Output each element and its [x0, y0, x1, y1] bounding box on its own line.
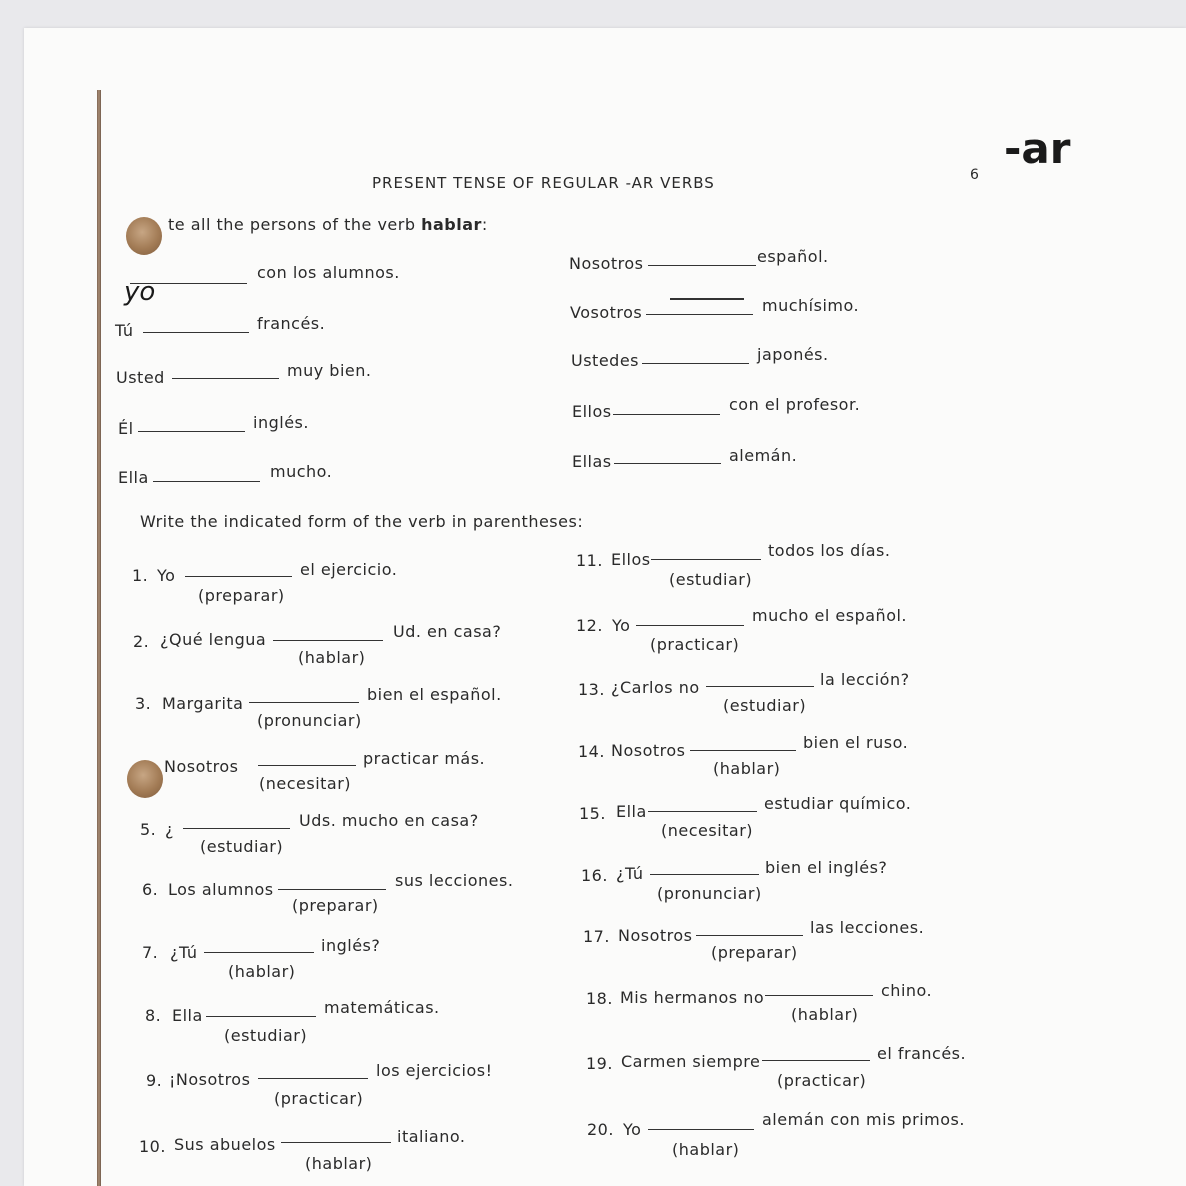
item-17-start: Nosotros — [618, 926, 693, 945]
item-16-start: ¿Tú — [616, 864, 644, 883]
subject-right-5: Ellas — [572, 452, 612, 471]
item-3-verb-hint: (pronunciar) — [257, 711, 362, 730]
subject-right-2: Vosotros — [570, 303, 643, 322]
phrase-right-5: alemán. — [729, 446, 798, 465]
item-1-verb-hint: (preparar) — [198, 586, 285, 605]
item-13-verb-hint: (estudiar) — [723, 696, 807, 715]
item-9-start: ¡Nosotros — [169, 1070, 251, 1089]
item-1-start: Yo — [157, 566, 176, 585]
item-8-end: matemáticas. — [324, 998, 440, 1017]
blank-right-3[interactable] — [642, 363, 749, 364]
item-2-answer-blank[interactable] — [273, 640, 383, 641]
handwritten-ar-note: -ar — [1004, 124, 1071, 173]
item-20-number: 20. — [587, 1120, 614, 1139]
punch-hole-bottom — [127, 760, 163, 798]
item-19-answer-blank[interactable] — [762, 1060, 870, 1061]
item-19-number: 19. — [586, 1054, 613, 1073]
item-4-end: practicar más. — [363, 749, 486, 768]
phrase-left-4: inglés. — [253, 413, 309, 432]
item-7-end: inglés? — [321, 936, 381, 955]
item-2-end: Ud. en casa? — [393, 622, 502, 641]
item-5-number: 5. — [140, 820, 157, 839]
item-8-answer-blank[interactable] — [206, 1016, 316, 1017]
handwritten-dash — [670, 298, 744, 300]
item-19-end: el francés. — [877, 1044, 967, 1063]
item-19-verb-hint: (practicar) — [777, 1071, 867, 1090]
item-3-number: 3. — [135, 694, 152, 713]
item-6-number: 6. — [142, 880, 159, 899]
blank-left-4[interactable] — [138, 431, 245, 432]
item-16-verb-hint: (pronunciar) — [657, 884, 762, 903]
item-15-end: estudiar químico. — [764, 794, 912, 813]
section2-instruction: Write the indicated form of the verb in parentheses: — [140, 512, 584, 531]
item-5-start: ¿ — [165, 820, 174, 839]
item-6-start: Los alumnos — [168, 880, 274, 899]
subject-left-3: Usted — [116, 368, 165, 387]
item-14-number: 14. — [578, 742, 605, 761]
phrase-left-3: muy bien. — [287, 361, 372, 380]
item-18-end: chino. — [881, 981, 933, 1000]
item-9-answer-blank[interactable] — [258, 1078, 368, 1079]
item-20-start: Yo — [623, 1120, 642, 1139]
item-14-start: Nosotros — [611, 741, 686, 760]
item-8-verb-hint: (estudiar) — [224, 1026, 308, 1045]
item-13-start: ¿Carlos no — [611, 678, 700, 697]
page-title: PRESENT TENSE OF REGULAR -AR VERBS — [372, 174, 715, 192]
item-1-answer-blank[interactable] — [185, 576, 292, 577]
item-7-number: 7. — [142, 943, 159, 962]
item-10-start: Sus abuelos — [174, 1135, 276, 1154]
item-5-answer-blank[interactable] — [183, 828, 290, 829]
item-14-answer-blank[interactable] — [690, 750, 796, 751]
item-2-number: 2. — [133, 632, 150, 651]
item-5-end: Uds. mucho en casa? — [299, 811, 479, 830]
item-12-number: 12. — [576, 616, 603, 635]
subject-right-3: Ustedes — [571, 351, 639, 370]
item-9-number: 9. — [146, 1071, 163, 1090]
item-1-end: el ejercicio. — [300, 560, 398, 579]
item-12-answer-blank[interactable] — [636, 625, 744, 626]
item-15-answer-blank[interactable] — [648, 811, 757, 812]
blank-left-5[interactable] — [153, 481, 260, 482]
item-12-verb-hint: (practicar) — [650, 635, 740, 654]
item-7-answer-blank[interactable] — [204, 952, 314, 953]
item-11-number: 11. — [576, 551, 603, 570]
item-4-answer-blank[interactable] — [258, 765, 356, 766]
item-6-end: sus lecciones. — [395, 871, 514, 890]
item-16-end: bien el inglés? — [765, 858, 888, 877]
item-11-answer-blank[interactable] — [651, 559, 761, 560]
item-3-answer-blank[interactable] — [249, 702, 359, 703]
item-11-start: Ellos — [611, 550, 651, 569]
item-5-verb-hint: (estudiar) — [200, 837, 284, 856]
item-17-end: las lecciones. — [810, 918, 925, 937]
item-15-number: 15. — [579, 804, 606, 823]
item-2-start: ¿Qué lengua — [160, 630, 267, 649]
item-17-verb-hint: (preparar) — [711, 943, 798, 962]
handwritten-yo: yo — [124, 277, 156, 307]
item-9-verb-hint: (practicar) — [274, 1089, 364, 1108]
item-6-verb-hint: (preparar) — [292, 896, 379, 915]
blank-left-3[interactable] — [172, 378, 279, 379]
phrase-right-1: español. — [757, 247, 829, 266]
item-15-verb-hint: (necesitar) — [661, 821, 754, 840]
item-8-start: Ella — [172, 1006, 203, 1025]
item-12-end: mucho el español. — [752, 606, 908, 625]
binding-edge — [97, 90, 101, 1186]
item-16-number: 16. — [581, 866, 608, 885]
subject-left-5: Ella — [118, 468, 149, 487]
item-4-verb-hint: (necesitar) — [259, 774, 352, 793]
item-18-answer-blank[interactable] — [765, 995, 873, 996]
item-10-answer-blank[interactable] — [281, 1142, 391, 1143]
item-13-end: la lección? — [820, 670, 910, 689]
item-8-number: 8. — [145, 1006, 162, 1025]
item-6-answer-blank[interactable] — [278, 889, 386, 890]
blank-right-2[interactable] — [646, 314, 753, 315]
item-12-start: Yo — [612, 616, 631, 635]
punch-hole-top — [126, 217, 162, 255]
item-20-end: alemán con mis primos. — [762, 1110, 965, 1129]
subject-left-2: Tú — [115, 321, 134, 340]
blank-left-1[interactable] — [130, 283, 247, 284]
page-number: 6 — [970, 167, 980, 183]
item-18-verb-hint: (hablar) — [791, 1005, 859, 1024]
item-10-end: italiano. — [397, 1127, 466, 1146]
phrase-right-2: muchísimo. — [762, 296, 860, 315]
item-20-verb-hint: (hablar) — [672, 1140, 740, 1159]
item-4-start: Nosotros — [164, 757, 239, 776]
section1-instruction: te all the persons of the verb hablar: — [168, 215, 488, 234]
item-10-verb-hint: (hablar) — [305, 1154, 373, 1173]
item-17-answer-blank[interactable] — [696, 935, 803, 936]
item-13-number: 13. — [578, 680, 605, 699]
item-3-end: bien el español. — [367, 685, 502, 704]
subject-right-1: Nosotros — [569, 254, 644, 273]
item-3-start: Margarita — [162, 694, 244, 713]
item-11-verb-hint: (estudiar) — [669, 570, 753, 589]
phrase-right-3: japonés. — [757, 345, 829, 364]
item-7-verb-hint: (hablar) — [228, 962, 296, 981]
subject-left-4: Él — [118, 419, 134, 438]
item-10-number: 10. — [139, 1137, 166, 1156]
blank-right-4[interactable] — [613, 414, 720, 415]
item-7-start: ¿Tú — [170, 943, 198, 962]
phrase-left-2: francés. — [257, 314, 326, 333]
subject-right-4: Ellos — [572, 402, 612, 421]
item-18-number: 18. — [586, 989, 613, 1008]
item-2-verb-hint: (hablar) — [298, 648, 366, 667]
item-19-start: Carmen siempre — [621, 1052, 761, 1071]
item-9-end: los ejercicios! — [376, 1061, 493, 1080]
item-1-number: 1. — [132, 566, 149, 585]
item-20-answer-blank[interactable] — [648, 1129, 754, 1130]
phrase-left-5: mucho. — [270, 462, 333, 481]
item-11-end: todos los días. — [768, 541, 891, 560]
item-15-start: Ella — [616, 802, 647, 821]
item-18-start: Mis hermanos no — [620, 988, 765, 1007]
item-16-answer-blank[interactable] — [650, 874, 759, 875]
item-14-end: bien el ruso. — [803, 733, 909, 752]
item-17-number: 17. — [583, 927, 610, 946]
blank-left-2[interactable] — [143, 332, 249, 333]
blank-right-5[interactable] — [614, 463, 721, 464]
item-13-answer-blank[interactable] — [706, 686, 814, 687]
blank-right-1[interactable] — [648, 265, 756, 266]
phrase-right-4: con el profesor. — [729, 395, 861, 414]
phrase-left-1: con los alumnos. — [257, 263, 400, 282]
item-14-verb-hint: (hablar) — [713, 759, 781, 778]
